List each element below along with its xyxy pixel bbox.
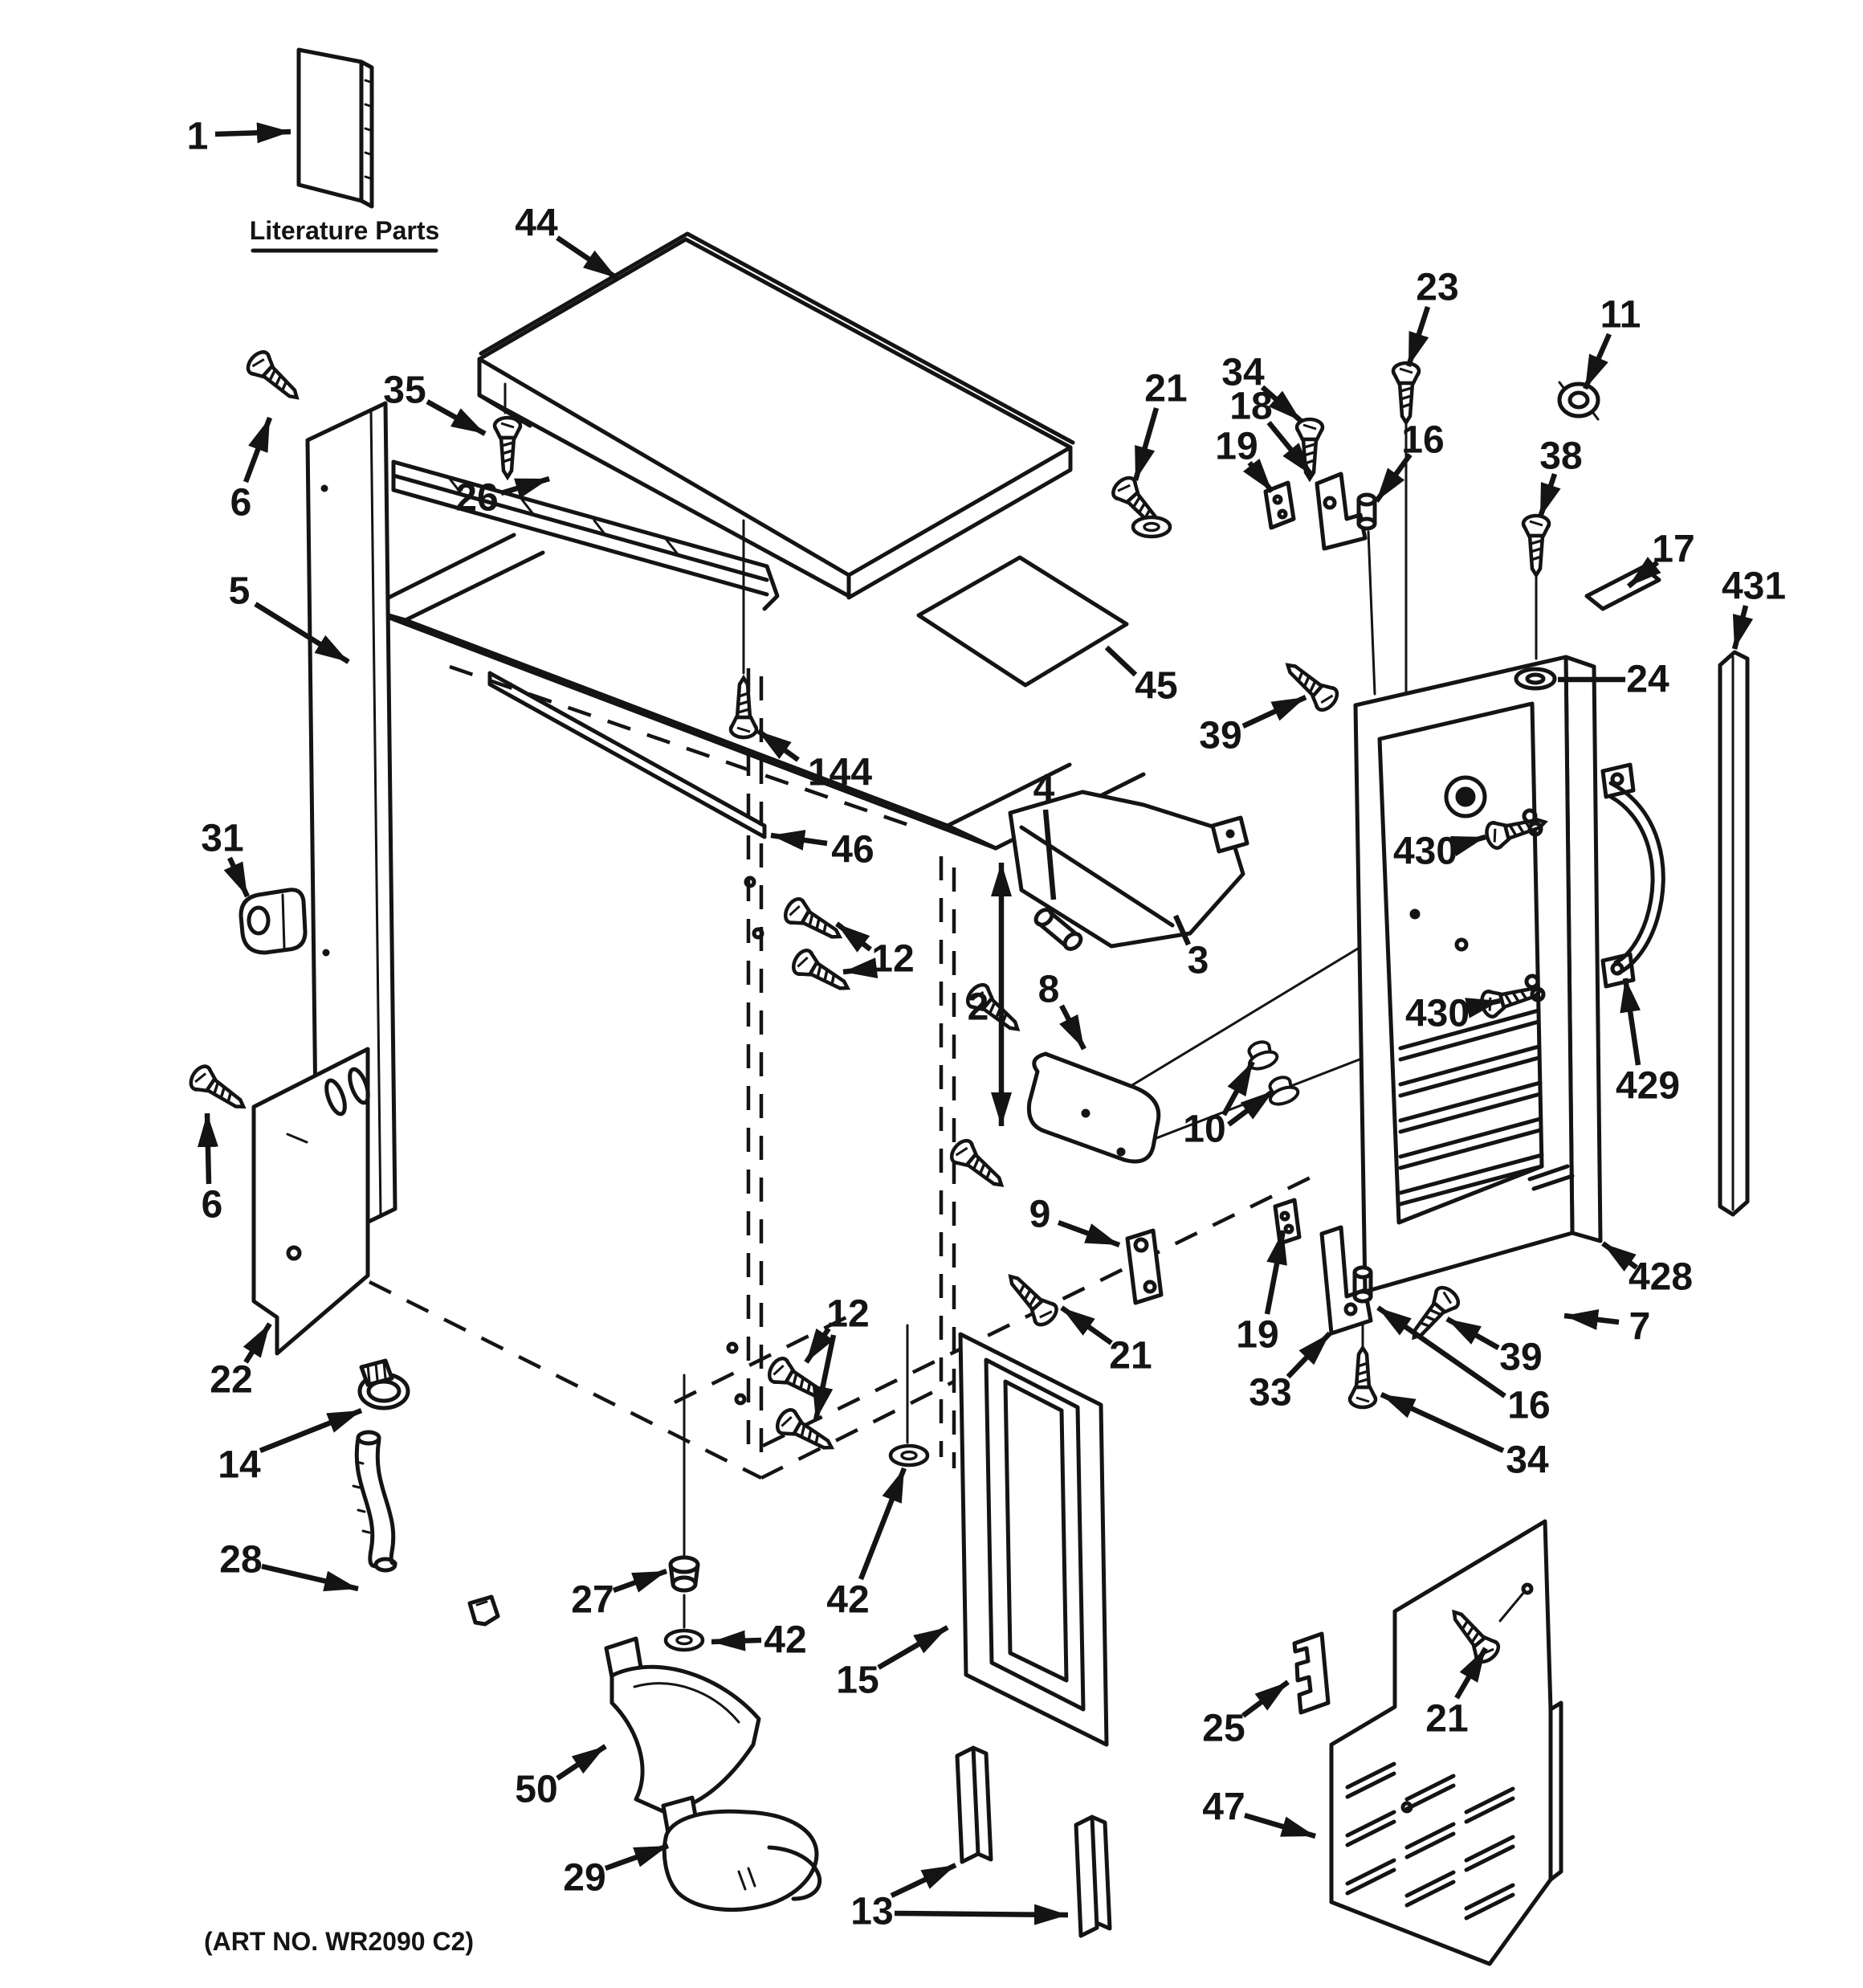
- label-sheet-45: [919, 557, 1127, 685]
- callout-14-label: 14: [218, 1443, 261, 1487]
- callout-29-leader-1: [605, 1846, 668, 1868]
- callout-38-label: 38: [1539, 435, 1583, 478]
- cap-27: [671, 1375, 698, 1590]
- bumper-8-shape: [1117, 1148, 1125, 1156]
- callout-430a-label: 430: [1392, 830, 1458, 873]
- callout-6b-leader-1: [207, 1113, 209, 1184]
- literature-booklet-1-shape: [365, 80, 370, 178]
- hinge-pin-16-top-shape: [1359, 495, 1375, 504]
- screw-21-mid: [1001, 1268, 1061, 1329]
- grommet-11: [1559, 382, 1598, 419]
- hinge-bracket-9: [1127, 1231, 1161, 1303]
- callout-13-leader-2: [895, 1913, 1068, 1915]
- callout-31-leader-1: [230, 858, 247, 896]
- callout-429-label: 429: [1615, 1064, 1681, 1108]
- cap-24: [1516, 669, 1555, 688]
- callout-28-label: 28: [219, 1538, 263, 1582]
- callout-34b-leader-1: [1381, 1394, 1503, 1451]
- screw-12-lower-2: [773, 1406, 838, 1459]
- callout-31-label: 31: [201, 817, 244, 860]
- cap-27-shape: [671, 1557, 698, 1572]
- callout-9-label: 9: [1029, 1193, 1051, 1236]
- callout-47-label: 47: [1202, 1786, 1245, 1829]
- callout-25-leader-1: [1243, 1682, 1288, 1716]
- callout-39b-leader-1: [1447, 1319, 1498, 1348]
- callout-22-leader-1: [246, 1324, 270, 1362]
- callout-12u-leader-1: [837, 924, 870, 949]
- callout-28-leader-1: [262, 1566, 358, 1589]
- screw-23: [1393, 363, 1419, 423]
- callout-8-leader-1: [1062, 1006, 1084, 1049]
- door-handle-429: [1603, 765, 1663, 986]
- callout-29-label: 29: [563, 1856, 606, 1900]
- callout-27-leader-1: [614, 1571, 667, 1590]
- literature-booklet-1: [299, 50, 372, 206]
- screw-144: [731, 678, 756, 737]
- callout-17-label: 17: [1652, 528, 1695, 571]
- callout-21b-leader-1: [1062, 1308, 1111, 1343]
- scoop-29-shape: [664, 1811, 817, 1909]
- callout-1-label: 1: [186, 115, 209, 158]
- callout-33-label: 33: [1249, 1371, 1292, 1414]
- rod-4-shape: [1062, 931, 1083, 952]
- cabinet-wireframe-shape: [369, 1282, 761, 1478]
- access-panel-22: [254, 1049, 372, 1353]
- side-panel-5-shape: [321, 485, 328, 492]
- screw-6-upper: [244, 348, 305, 406]
- screw-38: [1523, 516, 1549, 575]
- callout-44-leader-1: [557, 238, 617, 278]
- drain-hose-28-shape: [353, 1462, 369, 1533]
- filler-strip-13-left: [957, 1748, 991, 1862]
- callout-431-leader-1: [1735, 606, 1746, 649]
- callout-44-label: 44: [515, 202, 558, 245]
- callout-15-leader-1: [879, 1627, 948, 1668]
- callout-16a-label: 16: [1401, 418, 1445, 462]
- callout-7-label: 7: [1629, 1305, 1651, 1349]
- callout-42b-label: 42: [826, 1578, 870, 1622]
- callout-42a-label: 42: [764, 1619, 807, 1662]
- door-gasket-15: [960, 1334, 1107, 1745]
- callout-21a-label: 21: [1144, 367, 1188, 410]
- hinge-pin-16-bottom-shape: [1355, 1268, 1371, 1277]
- hinge-pin-16-bottom-shape: [1355, 1292, 1371, 1301]
- callout-10-label: 10: [1183, 1108, 1226, 1151]
- screw-34-bottom: [1350, 1348, 1376, 1407]
- callout-16b-label: 16: [1507, 1384, 1551, 1427]
- callout-45-label: 45: [1135, 664, 1178, 708]
- callout-21b-label: 21: [1109, 1334, 1152, 1378]
- callout-46-label: 46: [831, 828, 874, 872]
- callout-16b-leader-1: [1378, 1308, 1505, 1396]
- callout-19a-label: 19: [1215, 425, 1258, 468]
- callout-34a-label: 34: [1221, 351, 1265, 394]
- bracket-25: [1294, 1634, 1328, 1712]
- hose-clamp-14: [360, 1361, 408, 1408]
- callout-15-label: 15: [836, 1659, 879, 1702]
- door-7-shape: [1368, 532, 1375, 694]
- callout-13-leader-1: [891, 1865, 956, 1896]
- callout-19b-label: 19: [1236, 1313, 1279, 1357]
- callout-42b-leader-1: [861, 1468, 904, 1579]
- grille-panel-47-shape: [1331, 1521, 1551, 1964]
- callout-38-leader-1: [1540, 474, 1555, 517]
- callout-39a-leader-1: [1243, 697, 1306, 726]
- callout-21c-label: 21: [1425, 1697, 1469, 1741]
- callout-35-label: 35: [383, 369, 426, 412]
- callout-431-label: 431: [1721, 565, 1787, 608]
- callout-50-leader-1: [557, 1746, 605, 1778]
- callout-39b-label: 39: [1499, 1336, 1543, 1379]
- callout-429-leader-1: [1625, 978, 1638, 1065]
- callout-13-label: 13: [850, 1890, 894, 1933]
- exploded-parts-diagram-shape: [754, 929, 762, 937]
- grille-panel-47: [1331, 1521, 1561, 1964]
- door-7: [1355, 406, 1600, 1292]
- callout-26-leader-1: [501, 479, 549, 493]
- door-7-shape: [1456, 787, 1475, 806]
- callout-50-label: 50: [515, 1768, 558, 1811]
- rod-4-shape: [1033, 907, 1054, 928]
- shim-plate-19-bottom: [1275, 1200, 1299, 1243]
- screw-12-upper-1: [781, 896, 846, 948]
- callout-1-leader-1: [215, 132, 291, 134]
- drain-hose-28: [353, 1432, 395, 1570]
- deflector-50: [606, 1639, 759, 1833]
- screw-2-lower: [948, 1137, 1009, 1194]
- callout-23-label: 23: [1416, 266, 1459, 309]
- literature-parts-label: Literature Parts: [249, 216, 440, 245]
- screw-35: [495, 418, 520, 477]
- push-nut-10-2: [1264, 1073, 1300, 1107]
- callout-8-label: 8: [1037, 968, 1060, 1011]
- callout-23-leader-1: [1408, 307, 1428, 366]
- art-no-label: (ART NO. WR2090 C2): [203, 1927, 475, 1956]
- access-panel-22-shape: [254, 1049, 368, 1353]
- top-cover-44: [479, 234, 1073, 598]
- mounting-rail-26-shape: [764, 566, 777, 609]
- callout-21a-leader-1: [1135, 408, 1156, 480]
- callout-430b-label: 430: [1404, 992, 1470, 1035]
- label-sheet-45-shape: [919, 557, 1127, 685]
- callout-11-leader-1: [1585, 334, 1609, 389]
- clip-31-shape: [283, 895, 284, 948]
- screw-39-bottom: [1404, 1284, 1462, 1345]
- cabinet-wireframe-shape: [406, 553, 543, 620]
- door-handle-429-shape: [1611, 797, 1653, 962]
- callout-14-leader-1: [260, 1410, 361, 1451]
- clip-small: [470, 1597, 498, 1624]
- callout-6a-label: 6: [230, 481, 252, 525]
- callout-12L-label: 12: [826, 1292, 870, 1336]
- callout-6a-leader-1: [246, 418, 270, 482]
- drain-hose-28-shape: [377, 1439, 395, 1563]
- cabinet-wireframe-shape: [366, 609, 996, 848]
- callout-144-label: 144: [807, 751, 873, 794]
- callout-12u-label: 12: [871, 937, 915, 981]
- shim-plate-19-bottom-shape: [1275, 1200, 1299, 1243]
- callout-25-label: 25: [1202, 1707, 1245, 1750]
- filler-strip-13-right: [1076, 1817, 1110, 1936]
- callout-3-label: 3: [1187, 939, 1209, 982]
- cap-27-shape: [673, 1578, 695, 1590]
- deflector-50-shape: [612, 1667, 759, 1812]
- callout-9-leader-1: [1058, 1223, 1119, 1245]
- callout-11-label: 11: [1600, 293, 1641, 337]
- hinge-pin-16-top-shape: [1359, 519, 1375, 529]
- callout-12L-leader-1: [806, 1329, 829, 1362]
- side-trim-431: [1720, 652, 1747, 1214]
- callout-12u-leader-2: [843, 969, 870, 972]
- callout-34b-label: 34: [1506, 1439, 1549, 1482]
- callout-47-leader-1: [1245, 1815, 1315, 1836]
- cabinet-wireframe-shape: [406, 620, 948, 826]
- bumper-8-shape: [1029, 1054, 1158, 1161]
- bumper-8-shape: [1082, 1109, 1090, 1117]
- callout-19b-leader-1: [1267, 1231, 1283, 1314]
- callout-33-leader-1: [1288, 1333, 1330, 1377]
- side-panel-5-shape: [323, 949, 329, 956]
- scoop-29: [664, 1811, 819, 1909]
- literature-booklet-1-shape: [299, 50, 361, 201]
- leveling-foot-42-right: [891, 1325, 927, 1465]
- callout-46-leader-1: [771, 835, 827, 843]
- drain-hose-28-shape: [357, 1438, 376, 1566]
- exploded-parts-diagram-shape: [728, 1344, 736, 1352]
- callout-24-label: 24: [1626, 658, 1669, 701]
- clip-small-shape: [470, 1597, 498, 1624]
- trim-strip-46-shape: [490, 673, 764, 837]
- hinge-pin-16-top: [1359, 495, 1375, 529]
- callout-7-leader-1: [1564, 1316, 1619, 1322]
- callout-35-leader-1: [427, 402, 485, 434]
- callout-428-label: 428: [1628, 1255, 1694, 1299]
- chute-3-shape: [1226, 830, 1234, 838]
- door-handle-429-shape: [1603, 765, 1633, 797]
- leveling-foot-42-left: [666, 1595, 703, 1650]
- drain-hose-28-shape: [358, 1432, 379, 1443]
- callout-18-label: 18: [1229, 385, 1273, 428]
- callout-6b-label: 6: [201, 1183, 223, 1227]
- callout-22-label: 22: [210, 1358, 253, 1402]
- leveling-foot-42-left-shape: [666, 1631, 703, 1650]
- callout-27-label: 27: [571, 1578, 614, 1622]
- callout-45-leader-1: [1107, 647, 1135, 675]
- callout-2-label: 2: [967, 986, 989, 1029]
- clip-31: [241, 890, 305, 953]
- bracket-25-shape: [1294, 1634, 1328, 1712]
- filler-strip-13-left-shape: [957, 1748, 978, 1862]
- trim-strip-46: [490, 673, 764, 837]
- callout-39a-label: 39: [1199, 714, 1242, 757]
- screw-6-lower: [187, 1063, 251, 1117]
- callout-26-label: 26: [455, 476, 499, 520]
- exploded-parts-diagram-shape: [736, 1395, 744, 1403]
- door-handle-429-shape: [1611, 783, 1663, 974]
- door-7-shape: [1410, 909, 1420, 919]
- washer-21-top: [1133, 517, 1170, 537]
- callout-42a-leader-1: [711, 1640, 761, 1642]
- callout-5-label: 5: [228, 569, 251, 613]
- leveling-foot-42-right-shape: [891, 1446, 927, 1465]
- callout-4-label: 4: [1033, 767, 1055, 810]
- cabinet-wireframe-shape: [948, 826, 996, 848]
- mounting-rail-26-shape: [393, 490, 767, 594]
- filler-strip-13-right-shape: [1076, 1817, 1097, 1936]
